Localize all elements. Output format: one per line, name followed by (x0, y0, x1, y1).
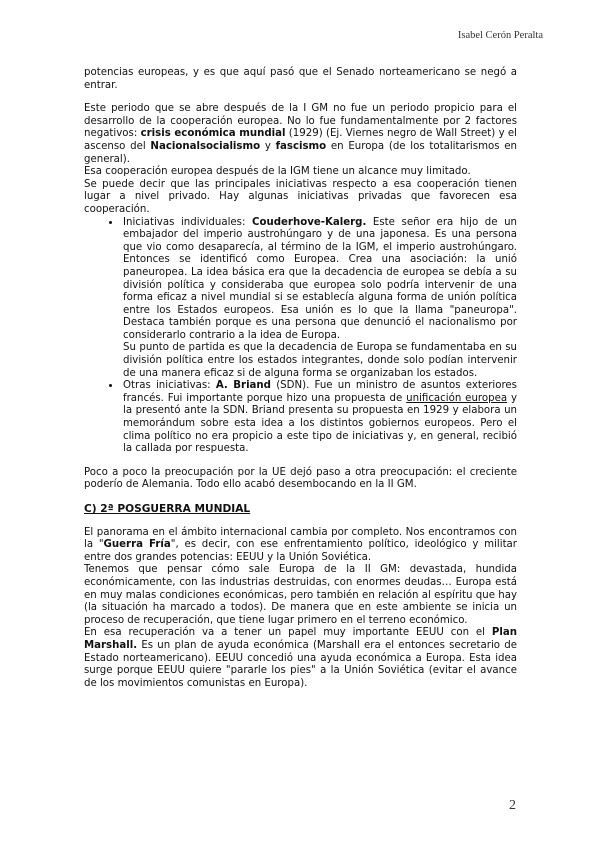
paragraph-5: Poco a poco la preocupación por la UE dejó paso a otra preocupación: el creciente poderío de Alemania. Todo ello acabó desembocando en la II GM. (84, 466, 517, 491)
section-heading: C) 2ª POSGUERRA MUNDIAL (84, 503, 251, 515)
list-item-continuation: Su punto de partida es que la decadencia de Europa se fundamentaba en su división política entre los estados integrantes, donde solo podían intervenir de una manera eficaz si de alguna forma se organizaban los estados. (123, 342, 517, 379)
paragraph-1: potencias europeas, y es que aquí pasó que el Senado norteamericano se negó a entrar. (84, 67, 517, 91)
paragraph-2: Este periodo que se abre después de la I GM no fue un periodo propicio para el desarrollo de la cooperación europea. No lo fue fundamentalmente por 2 factores negativos: crisis económica mundial (1929) (Ej. Viernes negro de Wall Street) y el ascenso del Nacionalsocialismo y fascismo en Europa (de los totalitarismos en general). (84, 103, 518, 165)
page-number: 2 (509, 798, 516, 813)
bold-term: Nacionalsocialismo (150, 140, 261, 152)
document-body (84, 67, 517, 690)
list-item: • Iniciativas individuales: Couderhove-Kalerg. Este señor era hijo de un embajador del imperio austrohúngaro y de una japonesa. Es una persona que vio como desaparecía, al término de la IGM, el imperio austrohúngaro. Entonces se identificó como Europea. Crea una asociación: la unió paneuropea. La idea básica era que la decadencia de europea se debía a su división política y consideraba que europea solo podría intervenir de una forma eficaz a nivel mundial si se establecía alguna forma de unión política entre los Estados europeos. Esa unión es lo que la llama "paneuropa". Destaca también porque es una persona que denunció el nacionalismo por considerarlo contrario a la idea de Europa. Su punto de partida es que la decadencia de Europa se fundamentaba en su división política entre los estados integrantes, donde solo podían intervenir de una manera eficaz si de alguna forma se organizaban los estados. (121, 217, 517, 381)
list-item: • Otras iniciativas: A. Briand (SDN). Fue un ministro de asuntos exteriores francés. Fui importante porque hizo una propuesta de unificación europea y la presentó ante la SDN. Briand presenta su propuesta en 1929 y elabora un memorándum sobre esta idea a los distintos gobiernos europeos. Pero el clima político no era propicio a este tipo de iniciativas y, en general, recibió la callada por respuesta. (121, 380, 517, 456)
paragraph-6: El panorama en el ámbito internacional cambia por completo. Nos encontramos con la "Guerra Fría", es decir, con ese enfrentamiento político, ideológico y militar entre dos grandes potencias: EEUU y la Unión Soviética. (84, 526, 517, 563)
paragraph-4: Se puede decir que las principales iniciativas respecto a esa cooperación tienen lugar a nivel privado. Hay algunas iniciativas privadas que favorecen esa cooperación. (84, 178, 517, 215)
underlined-term: unificación europea (406, 392, 508, 404)
bold-term: Guerra Fría (103, 539, 171, 551)
bold-term: A. Briand (215, 380, 271, 392)
page-header-author: Isabel Cerón Peralta (457, 30, 543, 41)
bullet-list (84, 217, 517, 456)
paragraph-8: En esa recuperación va a tener un papel muy importante EEUU con el Plan Marshall. Es un plan de ayuda económica (Marshall era el entonces secretario de Estado norteamericano). EEUU concedió una ayuda económica a Europa. Esta idea surge porque EEUU quiere "pararle los pies" a la Unión Soviética (evitar el avance de los movimientos comunistas en Europa). (84, 627, 517, 689)
bold-term: Couderhove-Kalerg. (252, 216, 367, 228)
paragraph-7: Tenemos que pensar cómo sale Europa de la II GM: devastada, hundida económicamente, con las industrias destruidas, con enormes deudas… Europa está en muy malas condiciones económicas, pero también en relación al espíritu que hay (la situación ha marcado a todos). De manera que en este ambiente se inicia un proceso de recuperación, que tiene lugar primero en el terreno económico. (84, 564, 517, 626)
bold-term: crisis económica mundial (140, 128, 286, 140)
paragraph-3: Esa cooperación europea después de la IGM tiene un alcance muy limitado. (84, 166, 471, 178)
bold-term: Plan Marshall. (84, 627, 517, 651)
bold-term: fascismo (275, 140, 327, 152)
